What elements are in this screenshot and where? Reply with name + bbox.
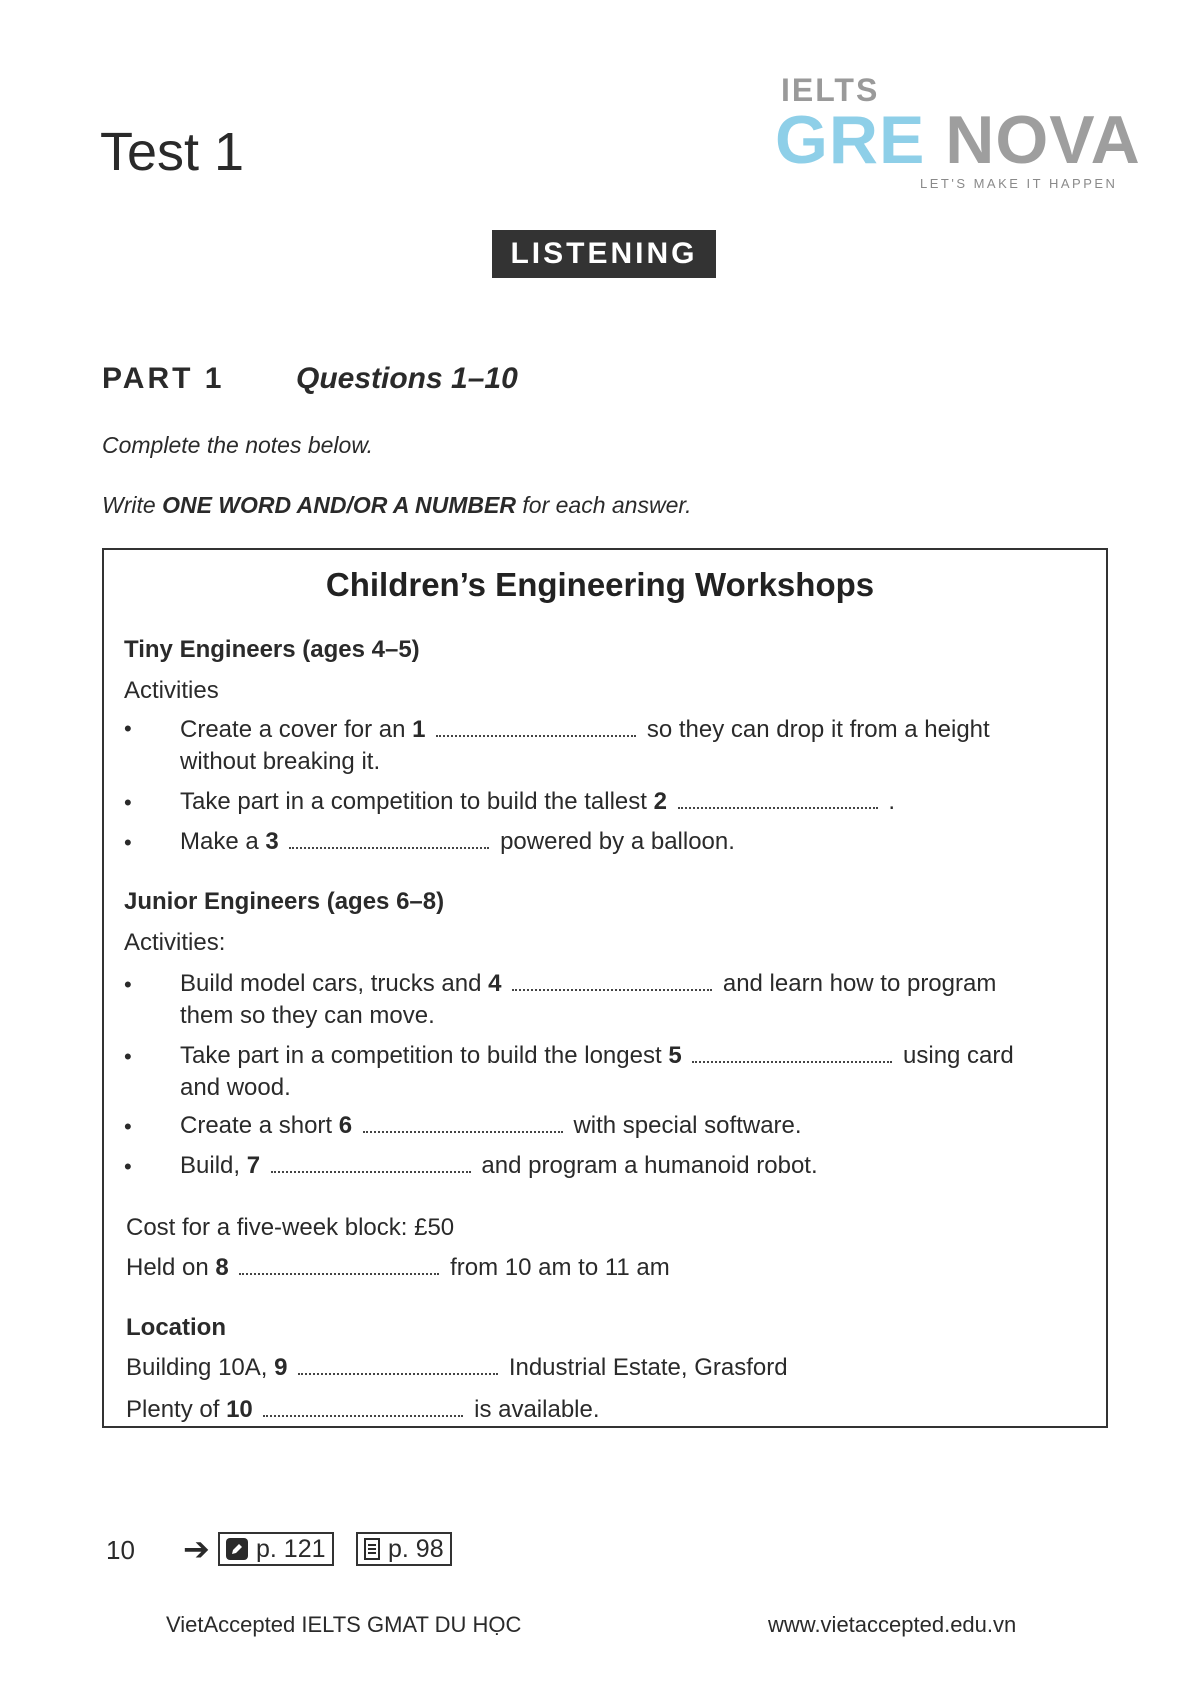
tiny-activity-1-line2: without breaking it.: [180, 748, 381, 775]
junior-b4-post: and program a humanoid robot.: [481, 1152, 818, 1179]
question-number-2: 2: [653, 788, 667, 815]
logo-tagline: LET'S MAKE IT HAPPEN: [920, 176, 1118, 191]
answer-key-reference[interactable]: [356, 1532, 452, 1566]
instruction-word-limit: [102, 492, 692, 519]
junior-activity-1-line2: them so they can move.: [180, 1002, 435, 1029]
notes-title: Children’s Engineering Workshops: [325, 566, 875, 603]
logo-ielts-text: IELTS: [781, 72, 880, 108]
question-number-7: 7: [246, 1152, 261, 1179]
question-number-10: 10: [226, 1396, 253, 1423]
bullet-icon: •: [124, 716, 132, 741]
bullet-icon: •: [124, 1154, 132, 1179]
answer-gap-9[interactable]: [298, 1371, 498, 1375]
location-l2-pre: Plenty of: [126, 1396, 220, 1423]
bullet-icon: •: [124, 1044, 132, 1069]
held-post: from 10 am to 11 am: [450, 1254, 670, 1281]
held-on-line: [126, 1254, 670, 1282]
logo-gre-text: GRE: [775, 102, 926, 178]
junior-activity-3: [180, 1112, 802, 1140]
tiny-b3-text: Make a: [180, 828, 259, 855]
instruction-bold: ONE WORD AND/OR A NUMBER: [162, 492, 516, 518]
junior-activity-2-line2: and wood.: [180, 1074, 291, 1101]
tiny-b2-post: .: [888, 788, 895, 815]
junior-activities-label: Activities:: [124, 929, 226, 956]
tiny-b3-post: powered by a balloon.: [500, 828, 735, 855]
junior-b2-post: using card: [903, 1042, 1014, 1069]
location-line-1: [126, 1354, 788, 1382]
location-l1-post: Industrial Estate, Grasford: [508, 1354, 788, 1381]
answer-gap-2[interactable]: [678, 805, 878, 809]
question-number-8: 8: [215, 1254, 229, 1281]
page-number: 10: [106, 1535, 135, 1565]
bullet-icon: •: [124, 830, 132, 855]
junior-b3-post: with special software.: [573, 1112, 802, 1139]
junior-activity-2: [180, 1042, 1014, 1070]
location-l1-pre: Building 10A,: [126, 1354, 268, 1381]
question-number-4: 4: [488, 970, 502, 997]
junior-engineers-heading: Junior Engineers (ages 6–8): [124, 888, 445, 915]
question-number-9: 9: [274, 1354, 288, 1381]
bullet-icon: •: [124, 790, 132, 815]
answer-gap-4[interactable]: [512, 987, 712, 991]
question-number-5: 5: [668, 1042, 682, 1069]
instruction-pre: Write: [102, 492, 163, 518]
tiny-b2-text: Take part in a competition to build the tallest: [180, 788, 647, 815]
tiny-b1-text: Create a cover for an: [180, 716, 406, 743]
arrow-right-icon: ➔: [183, 1531, 210, 1567]
footer-publisher: VietAccepted IELTS GMAT DU HỌC: [166, 1612, 522, 1637]
footer-website[interactable]: www.vietaccepted.edu.vn: [768, 1612, 1017, 1637]
tiny-activity-3: [180, 828, 735, 856]
section-label: LISTENING: [492, 230, 716, 278]
instruction-complete-notes: Complete the notes below.: [102, 432, 374, 458]
answer-gap-7[interactable]: [271, 1169, 471, 1173]
location-l2-post: is available.: [474, 1396, 600, 1423]
audioscript-page: p. 121: [256, 1534, 326, 1563]
document-icon: [364, 1538, 380, 1560]
tiny-activity-1: [180, 716, 990, 744]
pencil-icon: [226, 1538, 248, 1560]
junior-b3-text: Create a short: [180, 1112, 333, 1139]
answer-gap-8[interactable]: [239, 1271, 439, 1275]
bullet-icon: •: [124, 1114, 132, 1139]
answer-key-page: p. 98: [388, 1534, 444, 1563]
logo: [775, 70, 1141, 195]
location-line-2: [126, 1396, 600, 1424]
logo-brand: [775, 102, 1141, 178]
question-number-6: 6: [338, 1112, 353, 1139]
answer-gap-6[interactable]: [363, 1129, 563, 1133]
cost-line: Cost for a five-week block: £50: [126, 1214, 455, 1241]
tiny-activities-label: Activities: [124, 677, 219, 704]
answer-gap-10[interactable]: [263, 1413, 463, 1417]
answer-gap-5[interactable]: [692, 1059, 892, 1063]
junior-b2-text: Take part in a competition to build the longest: [180, 1042, 662, 1069]
tiny-b1-post: so they can drop it from a height: [646, 716, 990, 743]
junior-activity-4: [180, 1152, 818, 1180]
answer-gap-3[interactable]: [289, 845, 489, 849]
held-pre: Held on: [126, 1254, 209, 1281]
tiny-activity-2: [180, 788, 895, 816]
location-heading: Location: [126, 1314, 226, 1341]
instruction-post: for each answer.: [516, 492, 692, 518]
junior-b4-text: Build,: [180, 1152, 241, 1179]
question-number-3: 3: [265, 828, 279, 855]
logo-nova-text: NOVA: [945, 102, 1141, 178]
bullet-icon: •: [124, 972, 132, 997]
question-number-1: 1: [412, 716, 426, 743]
audioscript-reference[interactable]: [218, 1532, 334, 1566]
junior-b1-text: Build model cars, trucks and: [180, 970, 482, 997]
tiny-engineers-heading: Tiny Engineers (ages 4–5): [124, 636, 420, 663]
junior-b1-post: and learn how to program: [722, 970, 997, 997]
part-heading: PART 1: [102, 362, 225, 395]
part-questions-range: Questions 1–10: [296, 362, 518, 395]
junior-activity-1: [180, 970, 996, 998]
answer-gap-1[interactable]: [436, 733, 636, 737]
test-title: Test 1: [100, 122, 245, 182]
